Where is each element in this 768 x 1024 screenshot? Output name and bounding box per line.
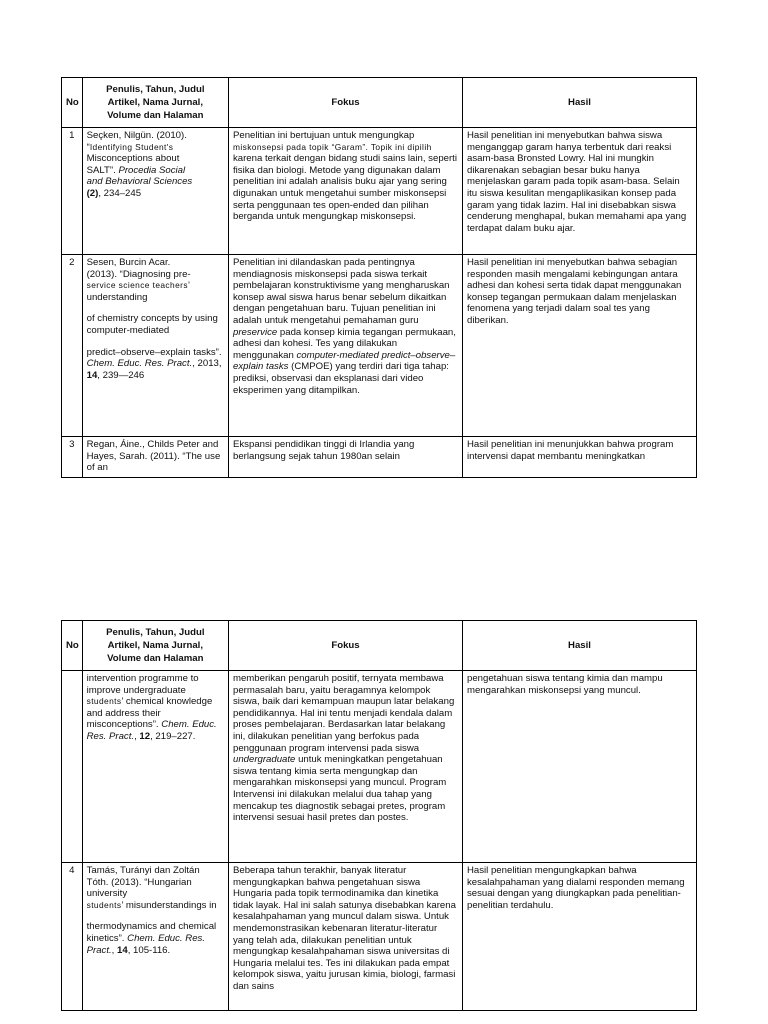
author-text: ,: [134, 730, 137, 742]
focus-text: Penelitian ini dilandaskan pada pentingnya mendiagnosis miskonsepsi pada siswa terkait pembelajaran konstruktivisme yang mengharuskan konsep awal siswa harus benar sebelum dikaitkan dengan pengetahuan baru. Tujuan penelitian ini adalah untuk mengetahui pemahaman guru: [232, 257, 450, 326]
table-row: [62, 671, 697, 863]
journal-volume: 12: [139, 730, 151, 742]
author-text: thermodynamics and chemical kinetics”.: [86, 921, 217, 944]
header-author-line: Penulis, Tahun, Judul: [106, 84, 205, 95]
focus-text: karena terkait dengan bidang studi sains lain, seperti fisika dan biologi. Metode yang digunakan dalam penelitian ini adalah analisis buku ajar yang sering digunakan untuk mengetahui sumber miskonsepsi serta penggunaan tes open-ended dan pilihan berganda untuk mengungkap miskonsepsi.: [232, 153, 457, 223]
row-number: 1: [62, 128, 83, 255]
author-text: “: [86, 141, 90, 153]
table-row: [62, 437, 697, 478]
literature-table-1: [61, 77, 697, 478]
journal-volume: 14: [86, 369, 98, 381]
journal-volume: (2): [86, 187, 99, 199]
author-text: Seçken, Nilgün. (2010).: [86, 130, 187, 141]
header-focus: Fokus: [228, 621, 462, 671]
header-author: [82, 78, 228, 128]
focus-text: memberikan pengaruh positif, ternyata membawa permasalah baru, yaitu beragamnya kelompok siswa, baik dari kemampuan maupun latar belakang pendidikannya. Hal ini tentu menjadi kendala dalam proses pembelajaran. Berdasarkan latar belakang ini, dilakukan penelitian yang berfokus pada penggunaan program intervensi pada siswa: [232, 673, 455, 754]
table-row: [62, 863, 697, 1011]
journal-pages: , 105-116.: [127, 944, 171, 956]
table-header-row: [62, 621, 697, 671]
author-text: Tamás, Turányi dan Zoltán Tóth. (2013). “Hungarian university: [86, 865, 200, 900]
row-focus: Ekspansi pendidikan tinggi di Irlandia yang berlangsung sejak tahun 1980an selain: [228, 437, 462, 478]
author-text: understanding: [86, 291, 148, 303]
row-result: Hasil penelitian mengungkapkan bahwa kesalahpahaman yang dialami responden memang sesuai dengan yang diungkapkan pada penelitian-penelitian terdahulu.: [462, 863, 696, 1011]
header-focus: Fokus: [228, 78, 462, 128]
row-author: [82, 255, 228, 437]
row-number: [62, 671, 83, 863]
author-text: (2013). “Diagnosing pre-: [86, 268, 191, 280]
row-result: Hasil penelitian ini menyebutkan bahwa sebagian responden masih mengalami kebingungan antara adhesi dan kohesi serta tidak dapat menggunakan konsep tegangan permukaan dalam menjelaskan fenomena yang terjadi dalam soal tes yang diberikan.: [462, 255, 696, 437]
author-text: intervention programme to improve undergraduate: [86, 673, 199, 696]
row-result: Hasil penelitian ini menunjukkan bahwa program intervensi dapat membantu meningkatkan: [462, 437, 696, 478]
author-text: ’ chemical knowledge and address their misconceptions”.: [86, 696, 213, 731]
focus-text: untuk meningkatkan pengetahuan siswa tentang kimia serta mengungkap dan mengarahkan miskonsepsi yang muncul. Program Intervensi ini dilakukan melalui dua tahap yang mencakup tes diagnostik sebagai pretes, program intervensi sesuai hasil pretes dan postes.: [232, 754, 447, 824]
journal-name: Procedia Social: [118, 164, 186, 176]
row-result: Hasil penelitian ini menyebutkan bahwa siswa menganggap garam hanya terbentuk dari reaksi asam-basa Bronsted Lowry. Hal ini mungkin dikarenakan sebagian besar buku hanya menjelaskan garam pada topik asam-basa. Selain itu siswa kesulitan mengaplikasikan konsep pada garam yang tidak lazim. Hal ini disebabkan siswa cenderung menghapal, bukan memahami apa yang terdapat dalam buku ajar.: [462, 128, 696, 255]
header-author-line: Volume dan Halaman: [107, 110, 204, 121]
row-author: [82, 671, 228, 863]
author-text: ’: [187, 280, 191, 292]
header-author-line: Artikel, Nama Jurnal,: [107, 97, 204, 108]
author-text: Sesen, Burcin Acar.: [86, 257, 171, 268]
author-text: Misconceptions about: [86, 153, 180, 165]
row-number: 2: [62, 255, 83, 437]
row-number: 3: [62, 437, 83, 478]
table-row: [62, 255, 697, 437]
header-author: [82, 621, 228, 671]
header-no: No: [62, 78, 83, 128]
focus-text: miskonsepsi pada topik “Garam”. Topik ini dipilih: [232, 141, 432, 152]
journal-volume: 14: [117, 944, 128, 956]
journal-pages: , 234–245: [98, 187, 142, 199]
row-focus: [228, 128, 462, 255]
header-author-line: Volume dan Halaman: [107, 653, 204, 664]
focus-italic: undergraduate: [232, 754, 296, 766]
header-author-line: Artikel, Nama Jurnal,: [107, 640, 204, 651]
author-text: service science teachers: [86, 280, 188, 291]
focus-text: Penelitian ini bertujuan untuk mengungkap: [232, 130, 415, 141]
paragraph-gap: [87, 303, 224, 313]
author-text: ,: [111, 944, 115, 956]
journal-name: Chem. Educ. Res. Pract.: [86, 719, 217, 742]
paragraph-gap: [87, 337, 224, 347]
table-row: [62, 128, 697, 255]
journal-pages: , 219–227.: [150, 730, 196, 742]
focus-italic: preservice: [232, 326, 278, 338]
author-text: students: [86, 899, 122, 910]
row-author: [82, 863, 228, 1011]
journal-name: Chem. Educ. Res. Pract.: [86, 932, 205, 956]
author-text: Identifying Student's: [89, 141, 174, 152]
row-focus: Beberapa tahun terakhir, banyak literatur mengungkapkan bahwa pengetahuan siswa Hungaria pada topik termodinamika dan kinetika tidak layak. Hal ini salah satunya disebabkan karena kesalahpahaman yang muncul dalam siswa. Untuk mendemonstrasikan kebenaran literatur-literatur yang telah ada, dilakukan penelitian untuk mengungkap kesalahpahaman siswa universitas di Hungaria melalui tes. Tes ini dilakukan pada empat kelompok siswa, yaitu jurusan kimia, biologi, farmasi dan sains: [228, 863, 462, 1011]
header-no: No: [62, 621, 83, 671]
author-text: SALT”.: [86, 164, 116, 176]
journal-pages: , 239—246: [97, 369, 145, 381]
row-author: Regan, Áine., Childs Peter and Hayes, Sarah. (2011). “The use of an: [82, 437, 228, 478]
journal-name: and Behavioral Sciences: [86, 176, 193, 188]
header-author-line: Penulis, Tahun, Judul: [106, 627, 205, 638]
row-number: 4: [62, 863, 83, 1011]
header-result: Hasil: [462, 78, 696, 128]
author-text: , 2013,: [192, 358, 222, 370]
table-header-row: [62, 78, 697, 128]
journal-name: Chem. Educ. Res. Pract.: [86, 358, 193, 370]
row-focus: [228, 671, 462, 863]
row-author: [82, 128, 228, 255]
paragraph-gap: [87, 911, 224, 921]
focus-italic: computer-mediated predict–observe–explain tasks: [232, 349, 456, 373]
author-text: ’ misunderstandings in: [121, 899, 217, 911]
focus-text: (CMPOE) yang terdiri dari tiga tahap: prediksi, observasi dan eksplanasi dari video eksperimen yang ditampilkan.: [232, 361, 449, 396]
author-text: students: [86, 696, 122, 707]
row-result: pengetahuan siswa tentang kimia dan mampu mengarahkan miskonsepsi yang muncul.: [462, 671, 696, 863]
author-text: of chemistry concepts by using computer-mediated: [86, 313, 218, 336]
row-focus: [228, 255, 462, 437]
literature-table-2: [61, 620, 697, 1011]
focus-text: pada konsep kimia tegangan permukaan, adhesi dan kohesi. Tes yang dilakukan menggunakan: [232, 326, 456, 361]
author-text: predict–observe–explain tasks”.: [86, 346, 222, 358]
header-result: Hasil: [462, 621, 696, 671]
